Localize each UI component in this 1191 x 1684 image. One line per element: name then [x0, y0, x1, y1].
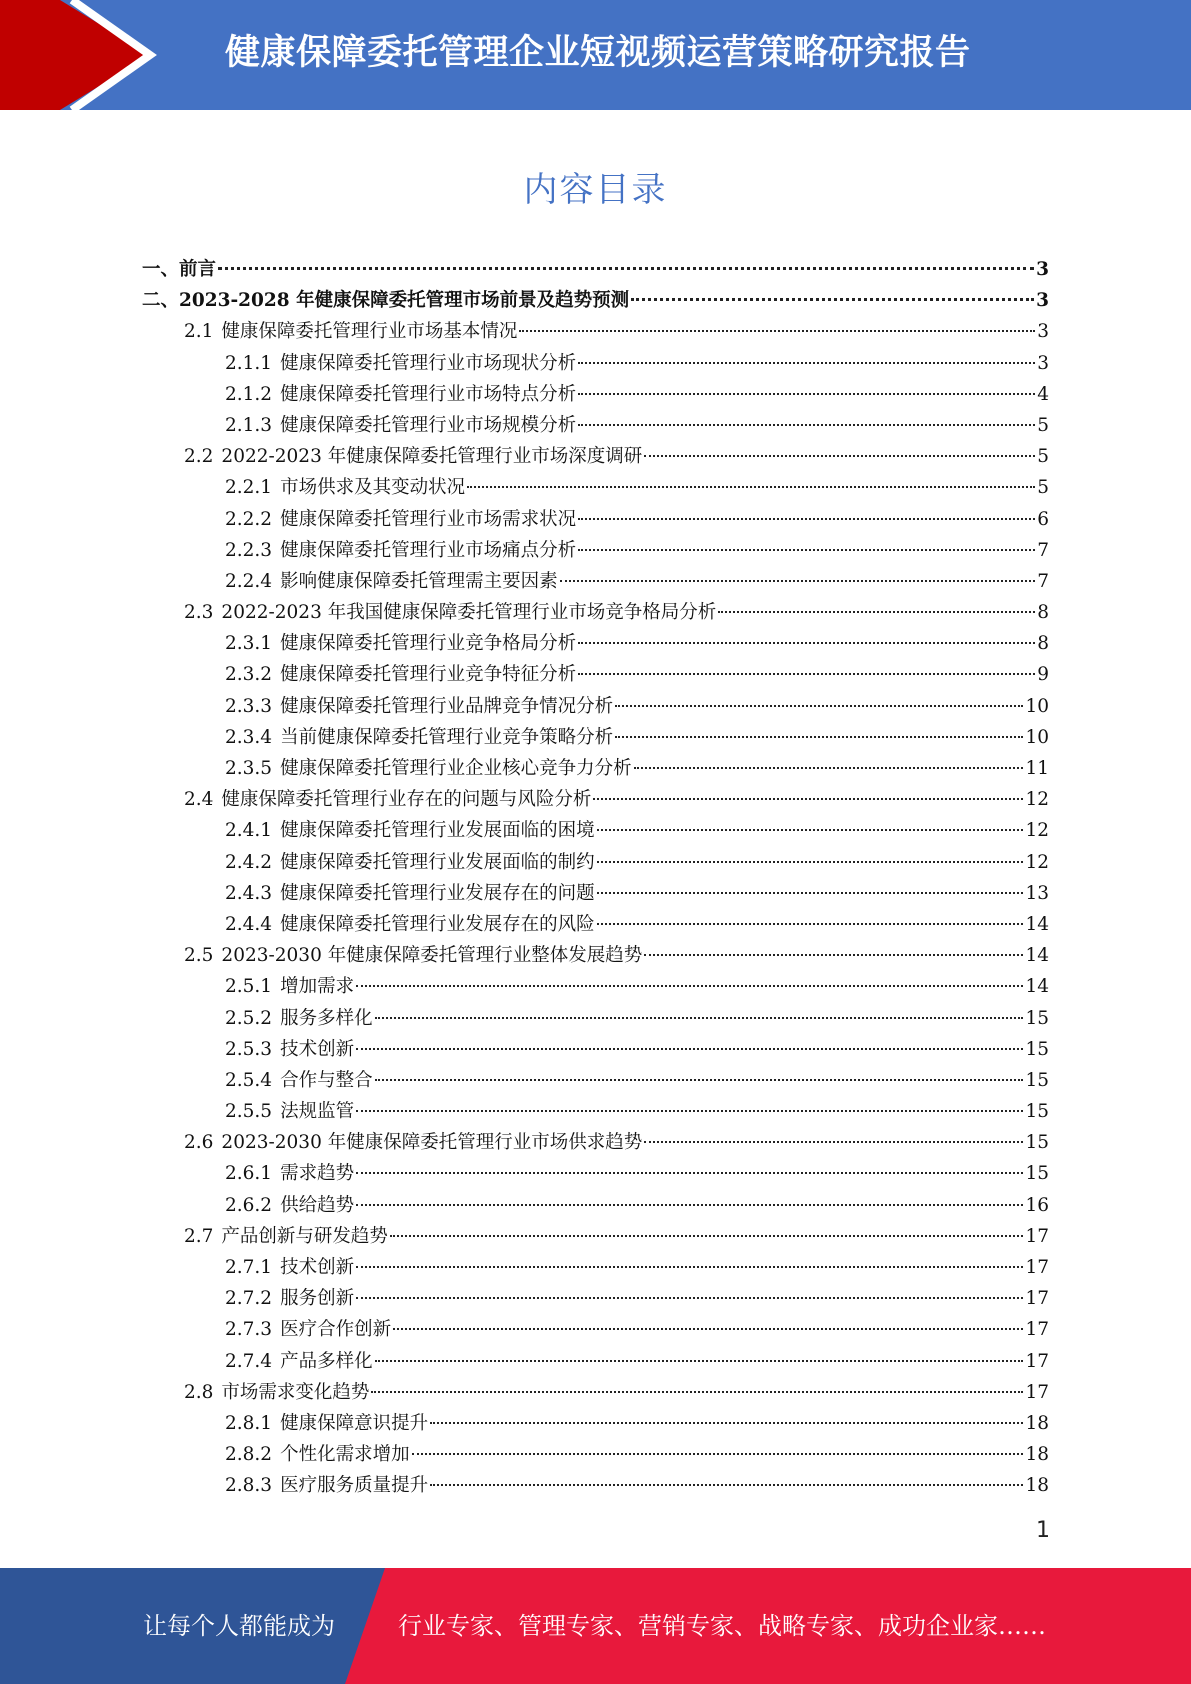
- toc-entry-text: 一、前言: [142, 259, 217, 280]
- toc-entry-number: 2.1.3: [225, 414, 273, 436]
- toc-entry-number: 2.2: [184, 446, 214, 468]
- toc-entry-text: 2022-2023 年我国健康保障委托管理行业市场竞争格局分析: [221, 602, 717, 624]
- toc-entry-page: 5: [1037, 446, 1049, 468]
- toc-leader-dots: [718, 610, 1035, 613]
- toc-leader-dots: [597, 922, 1024, 925]
- toc-entry-page: 15: [1025, 1038, 1049, 1060]
- toc-leader-dots: [644, 454, 1035, 457]
- toc-entry-page: 3: [1036, 259, 1049, 280]
- toc-entry-page: 14: [1025, 913, 1049, 935]
- toc-entry-page: 10: [1025, 695, 1049, 717]
- toc-entry-title: [225, 722, 613, 753]
- toc-entry-text: 健康保障委托管理行业市场痛点分析: [280, 539, 577, 561]
- toc-entry-title: [184, 1127, 642, 1158]
- toc-entry[interactable]: [0, 1003, 1049, 1034]
- toc-entry-title: [225, 753, 632, 784]
- toc-entry-text: 供给趋势: [280, 1194, 355, 1216]
- toc-entry-title: [184, 316, 517, 347]
- toc-entry-title: [225, 1096, 354, 1127]
- toc-leader-dots: [356, 984, 1023, 987]
- toc-entry-page: 17: [1025, 1350, 1049, 1372]
- toc-entry-number: 2.8: [184, 1381, 214, 1403]
- toc-entry-text: 健康保障委托管理行业市场规模分析: [280, 414, 577, 436]
- toc-entry-page: 12: [1025, 820, 1049, 842]
- toc-entry-title: [225, 1408, 428, 1439]
- toc-entry-text: 技术创新: [280, 1038, 355, 1060]
- toc-entry-title: [142, 254, 216, 285]
- toc-entry-number: 2.5.5: [225, 1101, 273, 1123]
- toc-entry[interactable]: [0, 1314, 1049, 1345]
- toc-entry-number: 2.4.1: [225, 820, 273, 842]
- toc-entry-number: 2.4.3: [225, 882, 273, 904]
- toc-entry-title: [225, 909, 595, 940]
- toc-entry-number: 2.6: [184, 1132, 214, 1154]
- toc-leader-dots: [390, 1234, 1024, 1237]
- toc-entry-text: 健康保障委托管理行业竞争格局分析: [280, 633, 577, 655]
- toc-entry-text: 技术创新: [280, 1257, 355, 1278]
- toc-entry-title: [225, 1470, 428, 1501]
- toc-entry-text: 健康保障委托管理行业发展存在的风险: [280, 913, 595, 935]
- toc-entry-text: 健康保障委托管理行业市场基本情况: [221, 321, 518, 343]
- toc-leader-dots: [615, 735, 1023, 738]
- toc-entry-text: 产品多样化: [280, 1350, 373, 1372]
- toc-entry-page: 10: [1025, 726, 1049, 748]
- toc-entry-page: 15: [1025, 1163, 1049, 1185]
- toc-entry[interactable]: [0, 1283, 1049, 1314]
- toc-entry-title: [225, 1065, 373, 1096]
- toc-entry[interactable]: [0, 348, 1049, 379]
- toc-entry-text: 产品创新与研发趋势: [221, 1225, 388, 1247]
- toc-entry-number: 2.8.2: [225, 1444, 273, 1466]
- toc-entry-number: 2.2.2: [225, 508, 273, 530]
- toc-entry-text: 医疗合作创新: [280, 1319, 392, 1341]
- toc-entry-text: 健康保障委托管理行业存在的问题与风险分析: [221, 789, 592, 811]
- toc-entry-title: [225, 1190, 354, 1221]
- toc-entry[interactable]: [0, 1034, 1049, 1065]
- toc-entry[interactable]: [0, 878, 1049, 909]
- footer-slogan-left: 让每个人都能成为: [143, 1612, 335, 1640]
- toc-entry-number: 2.3: [184, 602, 214, 624]
- toc-entry[interactable]: [0, 940, 1049, 971]
- toc-leader-dots: [578, 517, 1035, 520]
- toc-entry-number: 2.7: [184, 1225, 214, 1247]
- toc-entry[interactable]: [0, 566, 1049, 597]
- toc-entry[interactable]: [0, 285, 1049, 316]
- toc-entry-page: 17: [1025, 1381, 1049, 1403]
- toc-entry-title: [225, 535, 576, 566]
- toc-entry[interactable]: [0, 1190, 1049, 1221]
- toc-entry-number: 2.3.3: [225, 695, 273, 717]
- toc-leader-dots: [578, 672, 1035, 675]
- toc-entry-text: 健康保障委托管理行业企业核心竞争力分析: [280, 758, 632, 779]
- toc-entry[interactable]: [0, 254, 1049, 285]
- toc-entry-title: [184, 940, 642, 971]
- toc-entry[interactable]: [0, 1439, 1049, 1470]
- toc-entry[interactable]: [0, 1096, 1049, 1127]
- toc-leader-dots: [578, 548, 1035, 551]
- toc-leader-dots: [356, 1265, 1023, 1268]
- toc-entry-number: 2.7.2: [225, 1288, 273, 1310]
- toc-entry-page: 15: [1025, 1007, 1049, 1029]
- toc-entry-title: [225, 504, 576, 535]
- toc-leader-dots: [644, 953, 1023, 956]
- toc-entry[interactable]: [0, 659, 1049, 690]
- toc-entry-title: [225, 659, 576, 690]
- toc-leader-dots: [218, 266, 1034, 270]
- toc-entry-page: 7: [1037, 539, 1049, 561]
- toc-entry-text: 健康保障委托管理行业品牌竞争情况分析: [280, 695, 614, 717]
- toc-entry-title: [225, 691, 613, 722]
- toc-leader-dots: [634, 766, 1024, 769]
- toc-leader-dots: [631, 297, 1034, 301]
- toc-entry-number: 2.3.5: [225, 758, 273, 779]
- toc-entry-text: 2023-2030 年健康保障委托管理行业整体发展趋势: [221, 945, 643, 967]
- toc-leader-dots: [356, 1296, 1023, 1299]
- toc-entry-page: 13: [1025, 882, 1049, 904]
- toc-leader-dots: [519, 329, 1035, 332]
- toc-entry-number: 2.2.4: [225, 570, 273, 592]
- toc-entry-page: 3: [1037, 352, 1049, 374]
- toc-entry-number: 2.4: [184, 789, 214, 811]
- toc-entry-number: 2.1: [184, 321, 214, 343]
- toc-leader-dots: [371, 1390, 1023, 1393]
- toc-entry-title: [184, 1377, 369, 1408]
- report-title: 健康保障委托管理企业短视频运营策略研究报告: [225, 33, 971, 73]
- toc-entry-page: 4: [1037, 383, 1049, 405]
- toc-entry-number: 2.7.1: [225, 1257, 273, 1278]
- toc-entry-title: [225, 1439, 410, 1470]
- toc-entry[interactable]: [0, 1252, 1049, 1283]
- toc-entry-page: 17: [1025, 1288, 1049, 1310]
- toc-entry-text: 2022-2023 年健康保障委托管理行业市场深度调研: [221, 446, 643, 468]
- toc-leader-dots: [578, 641, 1035, 644]
- toc-leader-dots: [356, 1047, 1023, 1050]
- toc-leader-dots: [430, 1483, 1023, 1486]
- toc-entry[interactable]: [0, 722, 1049, 753]
- toc-entry-text: 当前健康保障委托管理行业竞争策略分析: [280, 726, 614, 748]
- toc-entry-text: 增加需求: [280, 976, 355, 998]
- toc-entry-title: [225, 379, 576, 410]
- toc-entry[interactable]: [0, 971, 1049, 1002]
- toc-entry-text: 二、2023-2028 年健康保障委托管理市场前景及趋势预测: [142, 290, 630, 312]
- toc-entry-number: 2.2.1: [225, 477, 273, 499]
- toc-entry-page: 12: [1025, 789, 1049, 811]
- toc-entry-title: [184, 1221, 388, 1252]
- toc-entry-page: 15: [1025, 1069, 1049, 1091]
- toc-entry-title: [225, 1252, 354, 1283]
- toc-leader-dots: [375, 1016, 1024, 1019]
- toc-entry-page: 9: [1037, 664, 1049, 686]
- toc-entry-page: 16: [1025, 1194, 1049, 1216]
- toc-entry-title: [225, 878, 595, 909]
- toc-entry[interactable]: [0, 1221, 1049, 1252]
- toc-entry-text: 健康保障委托管理行业发展面临的制约: [280, 851, 595, 873]
- toc-entry-title: [142, 285, 629, 316]
- toc-entry-number: 2.3.4: [225, 726, 273, 748]
- toc-heading: 内容目录: [523, 170, 668, 210]
- toc-leader-dots: [644, 1140, 1023, 1143]
- toc-entry[interactable]: [0, 628, 1049, 659]
- toc-entry[interactable]: [0, 441, 1049, 472]
- toc-leader-dots: [356, 1109, 1023, 1112]
- toc-leader-dots: [593, 797, 1023, 800]
- toc-entry-number: 2.6.1: [225, 1163, 273, 1185]
- toc-leader-dots: [578, 423, 1035, 426]
- toc-leader-dots: [597, 828, 1024, 831]
- toc-entry-text: 市场需求变化趋势: [221, 1381, 370, 1403]
- toc-entry-page: 17: [1025, 1225, 1049, 1247]
- toc-leader-dots: [375, 1078, 1024, 1081]
- toc-entry-page: 8: [1037, 602, 1049, 624]
- toc-entry-page: 14: [1025, 945, 1049, 967]
- toc-entry-number: 2.6.2: [225, 1194, 273, 1216]
- toc-leader-dots: [560, 579, 1036, 582]
- toc-entry[interactable]: [0, 1470, 1049, 1501]
- toc-entry-title: [225, 410, 576, 441]
- toc-entry-page: 15: [1025, 1101, 1049, 1123]
- toc-entry-title: [225, 1158, 354, 1189]
- toc-entry-page: 5: [1037, 477, 1049, 499]
- toc-entry-text: 健康保障委托管理行业市场现状分析: [280, 352, 577, 374]
- toc-entry[interactable]: [0, 847, 1049, 878]
- toc-entry-title: [225, 1003, 373, 1034]
- toc-entry[interactable]: [0, 316, 1049, 347]
- toc-entry-text: 健康保障意识提升: [280, 1412, 429, 1434]
- toc-entry-title: [225, 971, 354, 1002]
- toc-entry-text: 2023-2030 年健康保障委托管理行业市场供求趋势: [221, 1132, 643, 1154]
- toc-entry-number: 2.4.4: [225, 913, 273, 935]
- toc-entry-page: 3: [1036, 290, 1049, 312]
- toc-entry-text: 服务多样化: [280, 1007, 373, 1029]
- toc-leader-dots: [578, 361, 1035, 364]
- toc-entry-number: 2.2.3: [225, 539, 273, 561]
- toc-entry[interactable]: [0, 535, 1049, 566]
- toc-entry-text: 医疗服务质量提升: [280, 1475, 429, 1497]
- header-banner: [0, 0, 1191, 110]
- toc-entry[interactable]: [0, 691, 1049, 722]
- toc-entry-number: 2.7.3: [225, 1319, 273, 1341]
- toc-entry[interactable]: [0, 410, 1049, 441]
- toc-entry-text: 健康保障委托管理行业发展面临的困境: [280, 820, 595, 842]
- toc-entry-text: 服务创新: [280, 1288, 355, 1310]
- toc-entry-page: 17: [1025, 1257, 1049, 1278]
- toc-entry-page: 18: [1025, 1444, 1049, 1466]
- toc-entry-title: [225, 348, 576, 379]
- toc-entry-number: 2.5.1: [225, 976, 273, 998]
- toc-entry-number: 2.1.2: [225, 383, 273, 405]
- toc-leader-dots: [597, 891, 1024, 894]
- toc-entry-text: 个性化需求增加: [280, 1444, 410, 1466]
- toc-entry-page: 18: [1025, 1475, 1049, 1497]
- toc-entry-page: 3: [1037, 321, 1049, 343]
- toc-entry-title: [225, 566, 558, 597]
- toc-entry[interactable]: [0, 753, 1049, 784]
- toc-entry-page: 14: [1025, 976, 1049, 998]
- toc-entry-number: 2.7.4: [225, 1350, 273, 1372]
- toc-entry-text: 健康保障委托管理行业发展存在的问题: [280, 882, 595, 904]
- table-of-contents: [0, 254, 1191, 1502]
- toc-entry-page: 12: [1025, 851, 1049, 873]
- toc-leader-dots: [356, 1203, 1023, 1206]
- toc-entry[interactable]: [0, 1127, 1049, 1158]
- toc-entry-page: 7: [1037, 570, 1049, 592]
- toc-entry-text: 市场供求及其变动状况: [280, 477, 466, 499]
- toc-entry-number: 2.5.4: [225, 1069, 273, 1091]
- footer-slogan-right: 行业专家、管理专家、营销专家、战略专家、成功企业家……: [398, 1612, 1046, 1640]
- toc-entry-text: 合作与整合: [280, 1069, 373, 1091]
- toc-entry-number: 2.8.3: [225, 1475, 273, 1497]
- toc-entry-number: 2.3.2: [225, 664, 273, 686]
- toc-leader-dots: [578, 392, 1035, 395]
- toc-entry[interactable]: [0, 815, 1049, 846]
- toc-entry-title: [225, 815, 595, 846]
- toc-entry[interactable]: [0, 597, 1049, 628]
- toc-entry-text: 影响健康保障委托管理需主要因素: [280, 570, 558, 592]
- toc-leader-dots: [615, 704, 1023, 707]
- toc-entry-number: 2.5.2: [225, 1007, 273, 1029]
- toc-entry-page: 11: [1025, 758, 1049, 779]
- toc-entry[interactable]: [0, 784, 1049, 815]
- toc-entry-number: 2.3.1: [225, 633, 273, 655]
- toc-entry[interactable]: [0, 909, 1049, 940]
- toc-entry-title: [184, 597, 716, 628]
- toc-entry-page: 8: [1037, 633, 1049, 655]
- toc-entry[interactable]: [0, 1346, 1049, 1377]
- toc-entry-title: [225, 628, 576, 659]
- toc-leader-dots: [356, 1171, 1023, 1174]
- toc-entry-title: [184, 441, 642, 472]
- toc-entry-text: 健康保障委托管理行业市场特点分析: [280, 383, 577, 405]
- toc-entry-page: 5: [1037, 414, 1049, 436]
- toc-entry[interactable]: [0, 1377, 1049, 1408]
- toc-entry-text: 法规监管: [280, 1101, 355, 1123]
- toc-entry[interactable]: [0, 379, 1049, 410]
- toc-leader-dots: [393, 1327, 1023, 1330]
- toc-entry-page: 18: [1025, 1412, 1049, 1434]
- toc-entry-page: 17: [1025, 1319, 1049, 1341]
- toc-entry-number: 2.8.1: [225, 1412, 273, 1434]
- page-number: 1: [1036, 1518, 1050, 1543]
- toc-leader-dots: [412, 1452, 1024, 1455]
- toc-leader-dots: [597, 860, 1024, 863]
- toc-entry-title: [225, 1034, 354, 1065]
- toc-entry-page: 15: [1025, 1132, 1049, 1154]
- toc-entry-title: [225, 472, 465, 503]
- toc-entry-text: 需求趋势: [280, 1163, 355, 1185]
- toc-entry[interactable]: [0, 472, 1049, 503]
- footer-banner: [0, 1568, 1191, 1684]
- toc-entry-title: [225, 1283, 354, 1314]
- toc-entry[interactable]: [0, 1408, 1049, 1439]
- toc-leader-dots: [430, 1421, 1023, 1424]
- toc-entry-text: 健康保障委托管理行业竞争特征分析: [280, 664, 577, 686]
- toc-entry-title: [225, 847, 595, 878]
- toc-entry[interactable]: [0, 1158, 1049, 1189]
- toc-entry[interactable]: [0, 1065, 1049, 1096]
- toc-entry-text: 健康保障委托管理行业市场需求状况: [280, 508, 577, 530]
- toc-entry-title: [225, 1346, 373, 1377]
- toc-entry[interactable]: [0, 504, 1049, 535]
- toc-entry-title: [184, 784, 591, 815]
- toc-entry-title: [225, 1314, 391, 1345]
- toc-entry-number: 2.4.2: [225, 851, 273, 873]
- toc-entry-number: 2.1.1: [225, 352, 273, 374]
- toc-entry-number: 2.5: [184, 945, 214, 967]
- toc-entry-number: 2.5.3: [225, 1038, 273, 1060]
- toc-entry-page: 6: [1037, 508, 1049, 530]
- toc-leader-dots: [375, 1359, 1024, 1362]
- toc-leader-dots: [467, 485, 1035, 488]
